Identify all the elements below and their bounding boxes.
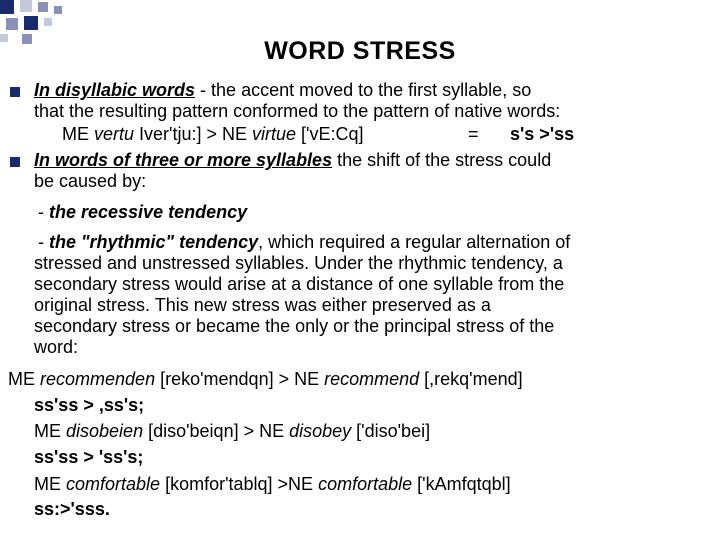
example-ne-word: recommend: [324, 369, 420, 389]
deco-square: [20, 0, 32, 12]
example-me-word: comfortable: [66, 474, 161, 494]
example-me-word: recommenden: [40, 369, 156, 389]
example-transcription: [reko'mendqn] > NE: [155, 369, 325, 389]
bullet1-text: - the accent moved to the first syllable, so: [195, 80, 532, 100]
example-prefix: ME: [62, 124, 95, 144]
bullet2-line2: be caused by:: [34, 171, 147, 191]
example-ne-transcription: ['diso'bei]: [351, 421, 431, 441]
dash: -: [38, 202, 49, 222]
example-ne-word: virtue: [252, 124, 297, 144]
example-ne-transcription: ['kAmfqtqbl]: [412, 474, 511, 494]
rhythmic-tendency: [38, 232, 570, 252]
rhythmic-label: the "rhythmic" tendency: [49, 232, 259, 252]
bullet-square-icon: [10, 87, 20, 97]
deco-square: [24, 16, 38, 30]
deco-square: [44, 18, 52, 26]
example-prefix: ME: [34, 474, 67, 494]
stress-pattern: ss'ss > ,ss's;: [34, 395, 145, 415]
bullet1-heading: In disyllabic words: [34, 80, 196, 100]
paragraph-line: stressed and unstressed syllables. Under the rhythmic tendency, a: [34, 253, 563, 273]
deco-square: [0, 0, 14, 14]
example-ne-word: comfortable: [318, 474, 413, 494]
example-prefix: ME: [34, 421, 67, 441]
example-ne-transcription: ['vE:Cq]: [296, 124, 364, 144]
deco-square: [38, 2, 48, 12]
recessive-tendency: [38, 202, 247, 222]
example-prefix: ME: [8, 369, 41, 389]
bullet1-line1: [34, 80, 531, 100]
paragraph-line: secondary stress or became the only or the principal stress of the: [34, 316, 555, 336]
paragraph-line: word:: [34, 337, 79, 357]
dash: -: [38, 232, 49, 252]
example-transcription: Iver'tju:] > NE: [134, 124, 253, 144]
page-title: WORD STRESS: [264, 37, 456, 65]
example-me-word: vertu: [94, 124, 135, 144]
bullet1-stress-pattern: s's >'ss: [510, 124, 575, 144]
example-recommend: [8, 369, 523, 389]
example-disobey: [34, 421, 430, 441]
recessive-label: the recessive tendency: [49, 202, 248, 222]
example-ne-transcription: [,rekq'mend]: [419, 369, 523, 389]
deco-square: [54, 6, 62, 14]
rhythmic-text: , which required a regular alternation of: [258, 232, 571, 252]
example-ne-word: disobey: [289, 421, 352, 441]
paragraph-line: original stress. This new stress was either preserved as a: [34, 295, 491, 315]
example-transcription: [komfor'tablq] >NE: [160, 474, 319, 494]
paragraph-line: secondary stress would arise at a distance of one syllable from the: [34, 274, 565, 294]
bullet-square-icon: [10, 157, 20, 167]
deco-square: [6, 18, 18, 30]
bullet2-text: the shift of the stress could: [332, 150, 552, 170]
bullet1-line2: that the resulting pattern conformed to the pattern of native words:: [34, 101, 561, 121]
example-me-word: disobeien: [66, 421, 144, 441]
bullet2-heading: In words of three or more syllables: [34, 150, 333, 170]
bullet1-example: [62, 124, 364, 144]
stress-pattern: ss'ss > 'ss's;: [34, 447, 144, 467]
example-transcription: [diso'beiqn] > NE: [143, 421, 290, 441]
bullet2-line1: [34, 150, 551, 170]
stress-pattern: ss:>'sss.: [34, 499, 110, 519]
bullet1-equals: =: [468, 124, 479, 144]
example-comfortable: [34, 474, 511, 494]
